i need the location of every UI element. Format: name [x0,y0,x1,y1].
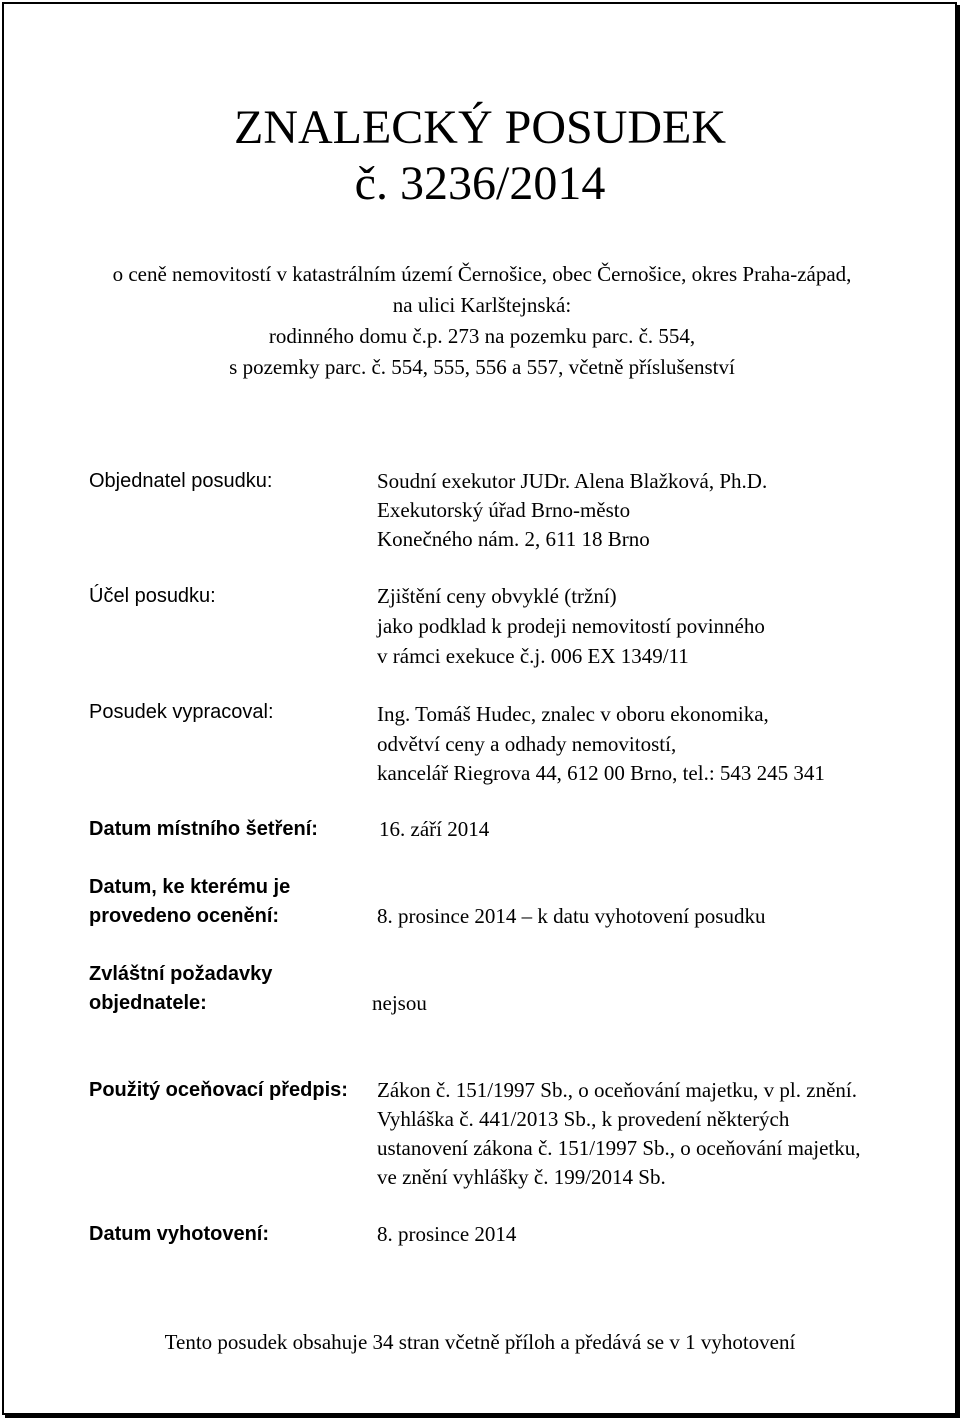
subject-line: o ceně nemovitostí v katastrálním území Černošice, obec Černošice, okres Praha-západ, [112,262,852,286]
subject-line: rodinného domu č.p. 273 na pozemku parc. č. 554, [268,324,696,348]
special-requirements-value: nejsou [372,991,427,1015]
purpose-line: v rámci exekuce č.j. 006 EX 1349/11 [377,644,689,668]
regulation-line: ve znění vyhlášky č. 199/2014 Sb. [377,1165,666,1189]
client-label: Objednatel posudku: [89,470,273,492]
valuation-date-value: 8. prosince 2014 – k datu vyhotovení posudku [377,904,766,928]
author-line: odvětví ceny a odhady nemovitostí, [377,732,677,756]
valuation-date-label: Datum, ke kterému je [89,876,291,898]
subject-line: s pozemky parc. č. 554, 555, 556 a 557, včetně příslušenství [229,355,735,379]
valuation-date-label: provedeno ocenění: [89,905,280,927]
regulation-label: Použitý oceňovací předpis: [89,1079,348,1101]
regulation-line: Vyhláška č. 441/2013 Sb., k provedení některých [377,1107,790,1131]
client-line: Soudní exekutor JUDr. Alena Blažková, Ph.D. [377,469,768,493]
special-requirements-label: objednatele: [89,992,207,1014]
purpose-line: jako podklad k prodeji nemovitostí povinného [377,614,765,638]
regulation-line: Zákon č. 151/1997 Sb., o oceňování majetku, v pl. znění. [377,1078,857,1102]
author-label: Posudek vypracoval: [89,701,274,723]
inspection-date-value: 16. září 2014 [379,817,490,841]
issue-date-label: Datum vyhotovení: [89,1223,270,1245]
client-line: Konečného nám. 2, 611 18 Brno [377,527,650,551]
issue-date-value: 8. prosince 2014 [377,1222,517,1246]
subject-description [0,259,960,383]
author-line: Ing. Tomáš Hudec, znalec v oboru ekonomika, [377,702,769,726]
footer-note: Tento posudek obsahuje 34 stran včetně příloh a předává se v 1 vyhotovení [164,1330,796,1354]
document-number: č. 3236/2014 [354,157,606,210]
subject-line: na ulici Karlštejnská: [392,293,572,317]
purpose-line: Zjištění ceny obvyklé (tržní) [377,584,617,608]
inspection-date-label: Datum místního šetření: [89,818,318,840]
purpose-label: Účel posudku: [89,585,216,607]
document-title: ZNALECKÝ POSUDEK [234,101,726,154]
client-line: Exekutorský úřad Brno-město [377,498,631,522]
regulation-line: ustanovení zákona č. 151/1997 Sb., o oceňování majetku, [377,1136,861,1160]
author-line: kancelář Riegrova 44, 612 00 Brno, tel.: 543 245 341 [377,761,825,785]
special-requirements-label: Zvláštní požadavky [89,963,273,985]
